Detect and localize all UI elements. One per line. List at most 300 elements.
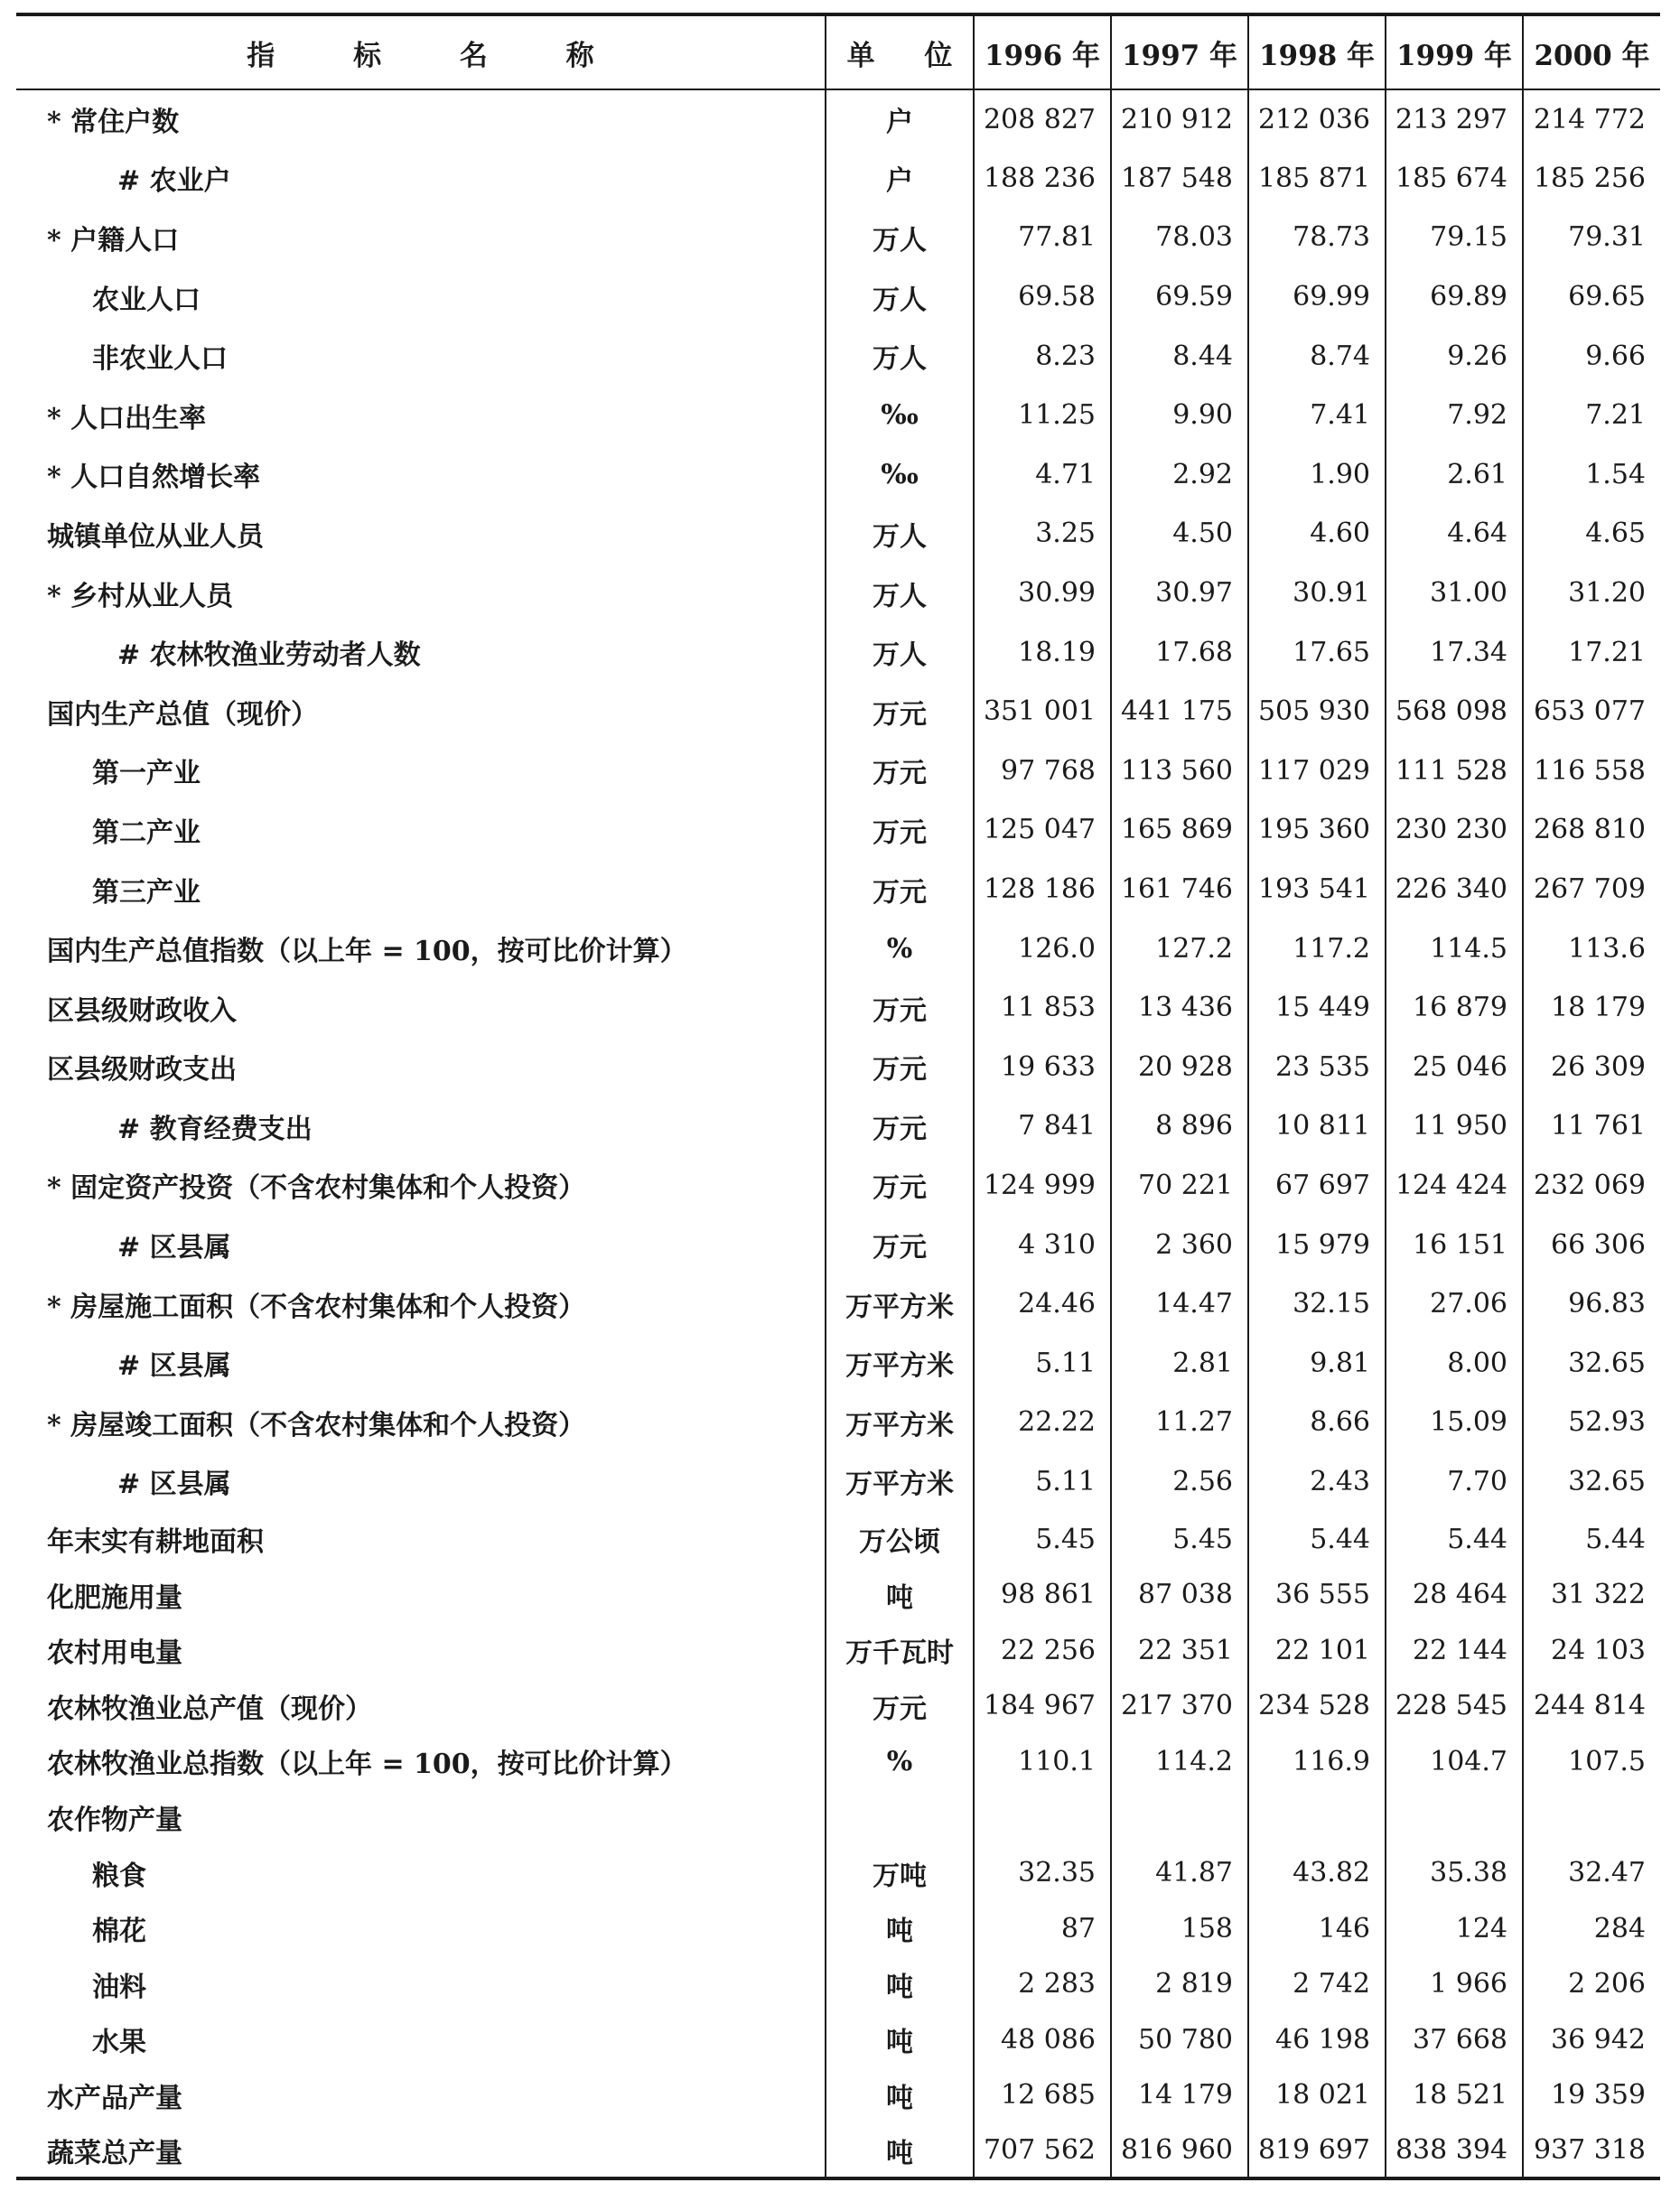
unit-cell: 万平方米 [826,1333,974,1393]
value-cell: 24.46 [974,1274,1111,1334]
value-cell: 187 548 [1111,149,1248,209]
value-cell [1386,1789,1523,1845]
value-cell: 11.25 [974,386,1111,445]
table-row [16,267,1660,327]
value-cell: 7 841 [974,1096,1111,1156]
value-cell: 15.09 [1386,1393,1523,1452]
value-cell: 226 340 [1386,860,1523,919]
value-cell: 17.68 [1111,622,1248,682]
unit-cell: 万人 [826,326,974,386]
value-cell: 188 236 [974,149,1111,209]
unit-cell: % [826,1734,974,1790]
value-cell: 16 151 [1386,1215,1523,1274]
value-cell: 50 780 [1111,2012,1248,2068]
unit-cell: 万公顷 [826,1511,974,1567]
table-row [16,682,1660,742]
indicator-name-cell: * 乡村从业人员 [47,580,234,612]
value-cell: 158 [1111,1900,1248,1956]
unit-cell: 万平方米 [826,1452,974,1512]
table-row [16,1789,1660,1845]
value-cell: 15 449 [1248,978,1386,1038]
indicator-name-cell: 城镇单位从业人员 [47,520,264,553]
value-cell: 185 871 [1248,149,1386,209]
indicator-name-cell: # 区县属 [117,1350,231,1383]
table-row [16,1734,1660,1790]
indicator-name-cell: * 房屋竣工面积（不含农村集体和个人投资） [47,1409,586,1441]
value-cell: 19 633 [974,1038,1111,1097]
table-row [16,1096,1660,1156]
value-cell: 116.9 [1248,1734,1386,1790]
table-row [16,1845,1660,1901]
unit-cell: 万元 [826,1038,974,1097]
value-cell: 22 256 [974,1622,1111,1678]
value-cell: 217 370 [1111,1678,1248,1734]
value-cell: 351 001 [974,682,1111,742]
value-cell: 11.27 [1111,1393,1248,1452]
indicator-name-cell: 区县级财政支出 [47,1054,237,1087]
value-cell: 52.93 [1523,1393,1660,1452]
value-cell [1248,1789,1386,1845]
value-cell: 2.81 [1111,1333,1248,1393]
value-cell: 31 322 [1523,1567,1660,1623]
header-year-1999: 1999 年 [1386,14,1523,89]
indicator-name-cell: 农林牧渔业总产值（现价） [47,1693,372,1725]
value-cell: 2 819 [1111,1956,1248,2012]
value-cell: 505 930 [1248,682,1386,742]
value-cell: 2.43 [1248,1452,1386,1512]
value-cell: 124 999 [974,1156,1111,1216]
indicator-name-cell: * 人口出生率 [47,402,207,434]
value-cell: 66 306 [1523,1215,1660,1274]
value-cell: 30.97 [1111,564,1248,623]
value-cell: 117.2 [1248,919,1386,978]
indicator-name-cell: 第三产业 [92,876,201,909]
unit-cell: ‰ [826,386,974,445]
value-cell: 48 086 [974,2012,1111,2068]
value-cell: 10 811 [1248,1096,1386,1156]
unit-cell: 吨 [826,2123,974,2179]
unit-cell: 万人 [826,622,974,682]
value-cell: 16 879 [1386,978,1523,1038]
value-cell: 69.89 [1386,267,1523,327]
table-row [16,919,1660,978]
table-row [16,1156,1660,1216]
indicator-name-cell: 水产品产量 [47,2082,182,2114]
unit-cell: 吨 [826,1567,974,1623]
indicator-name-cell: 农业人口 [92,284,201,316]
value-cell: 4.60 [1248,504,1386,564]
unit-cell: 万吨 [826,1845,974,1901]
indicator-name-cell: * 人口自然增长率 [47,462,261,494]
value-cell: 79.31 [1523,208,1660,267]
indicator-name-cell: * 固定资产投资（不含农村集体和个人投资） [47,1172,586,1205]
value-cell: 37 668 [1386,2012,1523,2068]
value-cell: 210 912 [1111,89,1248,149]
value-cell [1111,1789,1248,1845]
value-cell: 69.65 [1523,267,1660,327]
value-cell: 4.71 [974,445,1111,505]
value-cell: 208 827 [974,89,1111,149]
value-cell: 441 175 [1111,682,1248,742]
value-cell: 2 283 [974,1956,1111,2012]
value-cell: 4.65 [1523,504,1660,564]
value-cell: 2.61 [1386,445,1523,505]
value-cell: 2 742 [1248,1956,1386,2012]
indicator-name-cell: 年末实有耕地面积 [47,1526,264,1559]
unit-cell: 万人 [826,504,974,564]
table-row [16,504,1660,564]
value-cell: 185 256 [1523,149,1660,209]
value-cell: 31.00 [1386,564,1523,623]
indicator-name-cell: 国内生产总值（现价） [47,698,318,731]
value-cell: 1 966 [1386,1956,1523,2012]
value-cell: 228 545 [1386,1678,1523,1734]
table-row [16,386,1660,445]
value-cell: 14 179 [1111,2067,1248,2123]
indicator-name-cell: 化肥施用量 [47,1581,182,1614]
value-cell: 36 555 [1248,1567,1386,1623]
table-body [16,89,1660,2178]
value-cell: 7.41 [1248,386,1386,445]
table-row [16,742,1660,801]
value-cell: 819 697 [1248,2123,1386,2179]
table-row [16,564,1660,623]
unit-cell: 吨 [826,2012,974,2068]
unit-cell: 万元 [826,742,974,801]
value-cell: 32.65 [1523,1333,1660,1393]
value-cell: 5.44 [1523,1511,1660,1567]
value-cell [1523,1789,1660,1845]
value-cell: 184 967 [974,1678,1111,1734]
unit-cell: 万元 [826,860,974,919]
value-cell: 707 562 [974,2123,1111,2179]
value-cell: 9.81 [1248,1333,1386,1393]
value-cell: 7.92 [1386,386,1523,445]
value-cell: 69.59 [1111,267,1248,327]
value-cell: 111 528 [1386,742,1523,801]
indicator-name-cell: # 区县属 [117,1469,231,1501]
value-cell: 7.21 [1523,386,1660,445]
value-cell: 4.50 [1111,504,1248,564]
value-cell: 11 853 [974,978,1111,1038]
value-cell: 78.03 [1111,208,1248,267]
indicator-name-cell: # 教育经费支出 [117,1113,313,1145]
value-cell: 79.15 [1386,208,1523,267]
table-row [16,800,1660,860]
table-row [16,1393,1660,1452]
unit-cell: 万元 [826,978,974,1038]
table-row [16,622,1660,682]
table-header [16,14,1660,89]
table-row [16,1274,1660,1334]
value-cell: 23 535 [1248,1038,1386,1097]
value-cell: 69.58 [974,267,1111,327]
value-cell: 96.83 [1523,1274,1660,1334]
value-cell: 937 318 [1523,2123,1660,2179]
value-cell: 185 674 [1386,149,1523,209]
table-row [16,860,1660,919]
value-cell: 230 230 [1386,800,1523,860]
indicator-name-cell: 第一产业 [92,758,201,790]
value-cell: 110.1 [974,1734,1111,1790]
value-cell: 1.54 [1523,445,1660,505]
value-cell: 18 521 [1386,2067,1523,2123]
value-cell: 104.7 [1386,1734,1523,1790]
value-cell: 8.44 [1111,326,1248,386]
indicator-name-cell: 第二产业 [92,816,201,849]
value-cell: 5.45 [1111,1511,1248,1567]
value-cell: 13 436 [1111,978,1248,1038]
unit-cell: 万元 [826,1215,974,1274]
unit-cell: 万人 [826,267,974,327]
value-cell: 816 960 [1111,2123,1248,2179]
table-row [16,1511,1660,1567]
value-cell: 9.66 [1523,326,1660,386]
table-row [16,1678,1660,1734]
table-row [16,1567,1660,1623]
value-cell: 113.6 [1523,919,1660,978]
indicator-name-cell: 油料 [92,1971,146,2003]
value-cell: 25 046 [1386,1038,1523,1097]
value-cell: 2.92 [1111,445,1248,505]
value-cell: 30.99 [974,564,1111,623]
value-cell [974,1789,1111,1845]
value-cell: 5.11 [974,1333,1111,1393]
value-cell: 9.90 [1111,386,1248,445]
unit-cell: 户 [826,89,974,149]
value-cell: 214 772 [1523,89,1660,149]
table-row [16,2012,1660,2068]
value-cell: 3.25 [974,504,1111,564]
indicator-name-cell: 农作物产量 [47,1805,182,1837]
value-cell: 7.70 [1386,1452,1523,1512]
value-cell: 11 761 [1523,1096,1660,1156]
indicator-name-cell: * 户籍人口 [47,224,180,257]
value-cell: 17.65 [1248,622,1386,682]
table-row [16,326,1660,386]
value-cell: 838 394 [1386,2123,1523,2179]
value-cell: 244 814 [1523,1678,1660,1734]
value-cell: 8.00 [1386,1333,1523,1393]
value-cell: 124 [1386,1900,1523,1956]
table-row [16,445,1660,505]
unit-cell: 万千瓦时 [826,1622,974,1678]
value-cell: 126.0 [974,919,1111,978]
header-year-1997: 1997 年 [1111,14,1248,89]
value-cell: 195 360 [1248,800,1386,860]
unit-cell: 吨 [826,1900,974,1956]
value-cell: 8.66 [1248,1393,1386,1452]
value-cell: 12 685 [974,2067,1111,2123]
table-row [16,208,1660,267]
unit-cell: ‰ [826,445,974,505]
value-cell: 69.99 [1248,267,1386,327]
value-cell: 124 424 [1386,1156,1523,1216]
value-cell: 78.73 [1248,208,1386,267]
header-indicator-name: 指 标 名 称 [16,14,826,89]
value-cell: 35.38 [1386,1845,1523,1901]
value-cell: 36 942 [1523,2012,1660,2068]
value-cell: 77.81 [974,208,1111,267]
value-cell: 30.91 [1248,564,1386,623]
value-cell: 165 869 [1111,800,1248,860]
unit-cell: 万平方米 [826,1393,974,1452]
value-cell: 8 896 [1111,1096,1248,1156]
table-row [16,2123,1660,2179]
value-cell: 24 103 [1523,1622,1660,1678]
header-year-1996: 1996 年 [974,14,1111,89]
value-cell: 11 950 [1386,1096,1523,1156]
value-cell: 98 861 [974,1567,1111,1623]
table-row [16,2067,1660,2123]
value-cell: 5.45 [974,1511,1111,1567]
value-cell: 87 038 [1111,1567,1248,1623]
value-cell: 32.35 [974,1845,1111,1901]
value-cell: 22 144 [1386,1622,1523,1678]
value-cell: 8.74 [1248,326,1386,386]
value-cell: 653 077 [1523,682,1660,742]
value-cell: 18.19 [974,622,1111,682]
indicator-name-cell: 棉花 [92,1916,146,1948]
value-cell: 41.87 [1111,1845,1248,1901]
value-cell: 107.5 [1523,1734,1660,1790]
statistics-table [16,13,1660,2180]
statistics-page [16,13,1660,2180]
table-row [16,978,1660,1038]
value-cell: 18 179 [1523,978,1660,1038]
value-cell: 4 310 [974,1215,1111,1274]
value-cell: 193 541 [1248,860,1386,919]
unit-cell: 万元 [826,1156,974,1216]
value-cell: 43.82 [1248,1845,1386,1901]
value-cell: 14.47 [1111,1274,1248,1334]
value-cell: 22 101 [1248,1622,1386,1678]
value-cell: 127.2 [1111,919,1248,978]
indicator-name-cell: * 常住户数 [47,107,180,139]
value-cell: 128 186 [974,860,1111,919]
value-cell: 9.26 [1386,326,1523,386]
value-cell: 97 768 [974,742,1111,801]
table-row [16,89,1660,149]
value-cell: 2.56 [1111,1452,1248,1512]
indicator-name-cell: * 房屋施工面积（不含农村集体和个人投资） [47,1291,586,1323]
value-cell: 28 464 [1386,1567,1523,1623]
value-cell: 15 979 [1248,1215,1386,1274]
value-cell: 17.34 [1386,622,1523,682]
value-cell: 22 351 [1111,1622,1248,1678]
value-cell: 17.21 [1523,622,1660,682]
value-cell: 232 069 [1523,1156,1660,1216]
indicator-name-cell: 粮食 [92,1860,146,1892]
unit-cell: 万人 [826,208,974,267]
table-row [16,1452,1660,1512]
value-cell: 114.2 [1111,1734,1248,1790]
value-cell: 87 [974,1900,1111,1956]
unit-cell: 吨 [826,1956,974,2012]
header-row [16,14,1660,89]
indicator-name-cell: # 农林牧渔业劳动者人数 [117,639,421,672]
value-cell: 22.22 [974,1393,1111,1452]
value-cell: 116 558 [1523,742,1660,801]
table-row [16,1333,1660,1393]
value-cell: 19 359 [1523,2067,1660,2123]
value-cell: 2 360 [1111,1215,1248,1274]
unit-cell: 吨 [826,2067,974,2123]
value-cell: 234 528 [1248,1678,1386,1734]
value-cell: 5.44 [1386,1511,1523,1567]
unit-cell: % [826,919,974,978]
value-cell: 32.47 [1523,1845,1660,1901]
value-cell: 8.23 [974,326,1111,386]
value-cell: 31.20 [1523,564,1660,623]
value-cell: 113 560 [1111,742,1248,801]
indicator-name-cell: 蔬菜总产量 [47,2137,182,2169]
value-cell: 212 036 [1248,89,1386,149]
unit-cell: 万元 [826,800,974,860]
value-cell: 161 746 [1111,860,1248,919]
indicator-name-cell: 国内生产总值指数（以上年 = 100，按可比价计算） [47,936,687,968]
indicator-name-cell: 农林牧渔业总指数（以上年 = 100，按可比价计算） [47,1749,687,1781]
value-cell: 27.06 [1386,1274,1523,1334]
table-row [16,1900,1660,1956]
value-cell: 146 [1248,1900,1386,1956]
header-unit: 单 位 [826,14,974,89]
value-cell: 46 198 [1248,2012,1386,2068]
value-cell: 568 098 [1386,682,1523,742]
table-row [16,1622,1660,1678]
indicator-name-cell: # 区县属 [117,1232,231,1264]
value-cell: 268 810 [1523,800,1660,860]
indicator-name-cell: 农村用电量 [47,1637,182,1670]
value-cell: 125 047 [974,800,1111,860]
value-cell: 1.90 [1248,445,1386,505]
unit-cell: 万元 [826,1678,974,1734]
value-cell: 114.5 [1386,919,1523,978]
unit-cell: 万元 [826,682,974,742]
value-cell: 67 697 [1248,1156,1386,1216]
value-cell: 32.15 [1248,1274,1386,1334]
indicator-name-cell: 水果 [92,2027,146,2059]
table-row [16,1956,1660,2012]
value-cell: 32.65 [1523,1452,1660,1512]
value-cell: 70 221 [1111,1156,1248,1216]
indicator-name-cell: 区县级财政收入 [47,994,237,1027]
table-row [16,1038,1660,1097]
unit-cell: 万平方米 [826,1274,974,1334]
unit-cell [826,1789,974,1845]
indicator-name-cell: 非农业人口 [92,343,228,376]
value-cell: 4.64 [1386,504,1523,564]
value-cell: 20 928 [1111,1038,1248,1097]
value-cell: 5.11 [974,1452,1111,1512]
value-cell: 117 029 [1248,742,1386,801]
indicator-name-cell: # 农业户 [117,165,231,198]
unit-cell: 户 [826,149,974,209]
value-cell: 5.44 [1248,1511,1386,1567]
value-cell: 267 709 [1523,860,1660,919]
header-year-2000: 2000 年 [1523,14,1660,89]
table-row [16,149,1660,209]
value-cell: 284 [1523,1900,1660,1956]
unit-cell: 万人 [826,564,974,623]
value-cell: 18 021 [1248,2067,1386,2123]
value-cell: 26 309 [1523,1038,1660,1097]
value-cell: 213 297 [1386,89,1523,149]
table-row [16,1215,1660,1274]
value-cell: 2 206 [1523,1956,1660,2012]
unit-cell: 万元 [826,1096,974,1156]
header-year-1998: 1998 年 [1248,14,1386,89]
